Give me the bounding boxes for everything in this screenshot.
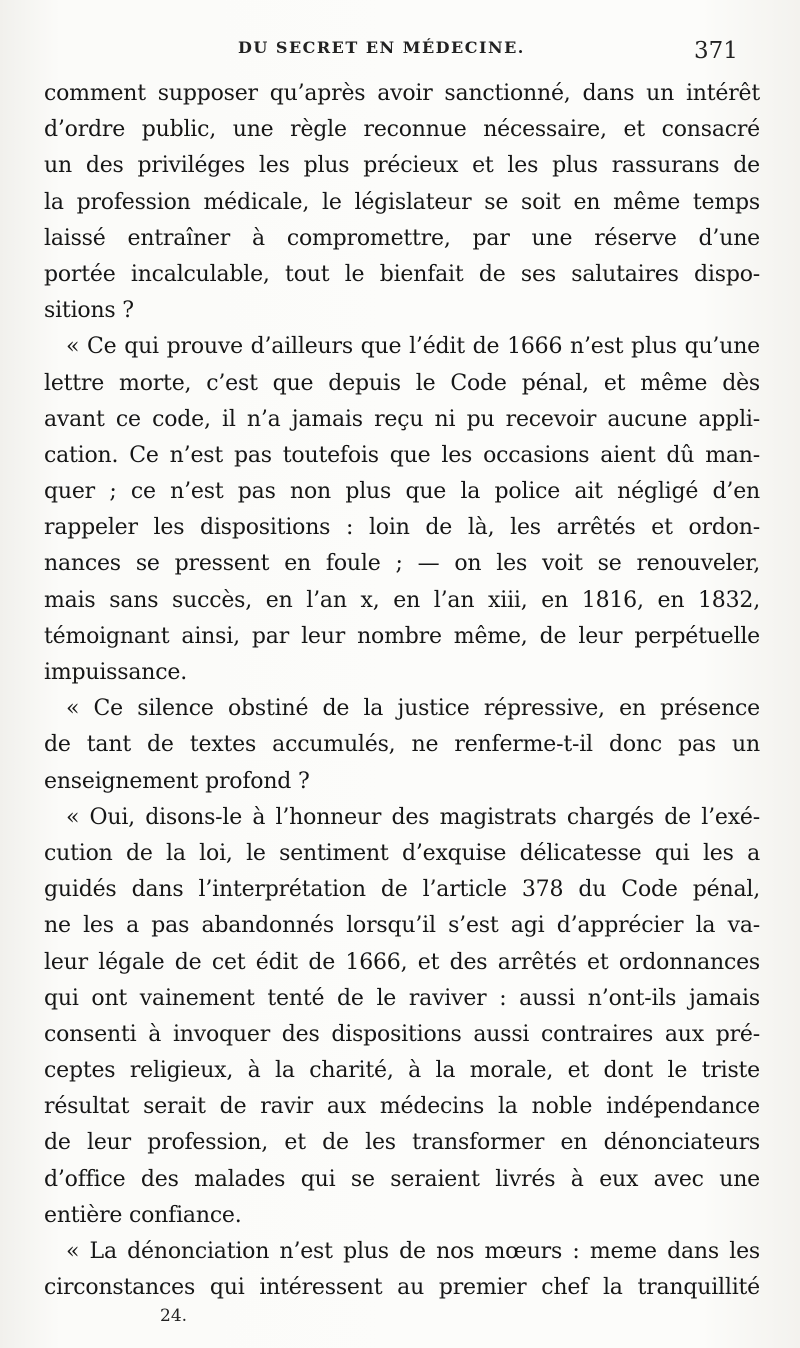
text-line: « Ce silence obstiné de la justice répressive, en présence: [66, 696, 760, 722]
text-line: « Oui, disons-le à l’honneur des magistrats chargés de l’exé-: [66, 804, 760, 830]
text-line: nances se pressent en foule ; — on les voit se renouveler,: [44, 551, 760, 577]
text-line: d’office des malades qui se seraient livrés à eux avec une: [44, 1166, 760, 1192]
text-line: un des priviléges les plus précieux et les plus rassurans de: [44, 153, 760, 179]
text-line: de leur profession, et de les transformer en dénonciateurs: [44, 1130, 760, 1156]
text-line: la profession médicale, le législateur se soit en même temps: [44, 189, 760, 215]
text-line: de tant de textes accumulés, ne renferme-t-il donc pas un: [44, 732, 760, 758]
text-line: qui ont vainement tenté de le raviver : aussi n’ont-ils jamais: [44, 985, 760, 1011]
text-line: impuissance.: [44, 660, 187, 685]
text-line: portée incalculable, tout le bienfait de ses salutaires dispo-: [44, 261, 760, 287]
text-line: mais sans succès, en l’an x, en l’an xiii, en 1816, en 1832,: [44, 587, 760, 613]
text-line: résultat serait de ravir aux médecins la noble indépendance: [44, 1094, 760, 1120]
page-number: 371: [694, 38, 738, 64]
text-line: circonstances qui intéressent au premier chef la tranquillité: [44, 1275, 760, 1301]
text-line: quer ; ce n’est pas non plus que la police ait négligé d’en: [44, 479, 760, 505]
text-line: entière confiance.: [44, 1202, 242, 1228]
running-title: DU SECRET EN MÉDECINE.: [238, 38, 525, 57]
text-line: leur légale de cet édit de 1666, et des arrêtés et ordonnances: [44, 949, 760, 975]
text-line: cution de la loi, le sentiment d’exquise délicatesse qui les a: [44, 840, 760, 866]
text-line: avant ce code, il n’a jamais reçu ni pu recevoir aucune appli-: [44, 406, 760, 432]
text-line: sitions ?: [44, 298, 134, 324]
signature-mark: 24.: [160, 1306, 188, 1326]
text-line: guidés dans l’interprétation de l’article 378 du Code pénal,: [44, 877, 760, 903]
page-header: [0, 34, 800, 74]
body-text: [44, 76, 760, 1306]
text-line: comment supposer qu’après avoir sanctionné, dans un intérêt: [44, 81, 760, 106]
text-line: d’ordre public, une règle reconnue nécessaire, et consacré: [44, 117, 760, 143]
text-line: laissé entraîner à compromettre, par une réserve d’une: [44, 225, 760, 251]
text-line: témoignant ainsi, par leur nombre même, de leur perpétuelle: [44, 623, 760, 649]
text-line: consenti à invoquer des dispositions aussi contraires aux pré-: [44, 1021, 760, 1047]
text-line: « La dénonciation n’est plus de nos mœurs : meme dans les: [66, 1239, 760, 1264]
text-line: rappeler les dispositions : loin de là, les arrêtés et ordon-: [44, 515, 760, 541]
text-line: lettre morte, c’est que depuis le Code pénal, et même dès: [44, 370, 760, 396]
text-line: enseignement profond ?: [44, 768, 310, 794]
text-line: « Ce qui prouve d’ailleurs que l’édit de 1666 n’est plus qu’une: [66, 334, 760, 360]
text-line: ne les a pas abandonnés lorsqu’il s’est agi d’apprécier la va-: [44, 913, 760, 939]
text-line: cation. Ce n’est pas toutefois que les occasions aient dû man-: [44, 442, 760, 468]
text-line: ceptes religieux, à la charité, à la morale, et dont le triste: [44, 1058, 760, 1084]
